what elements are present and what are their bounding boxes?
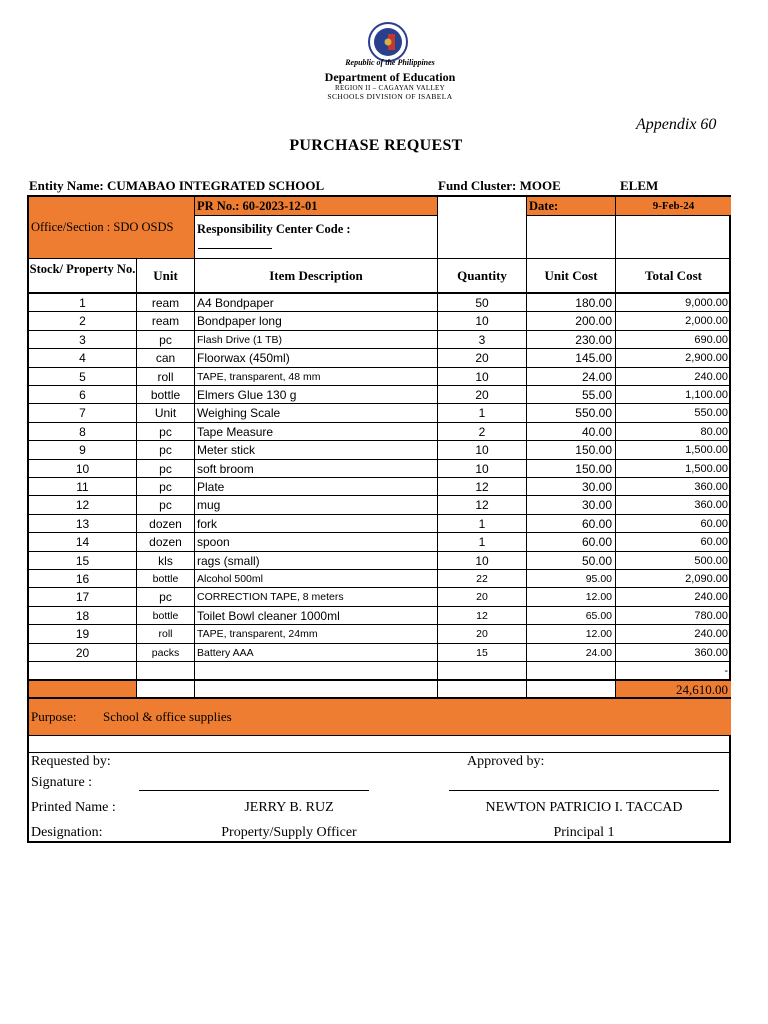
row-quantity: 20 xyxy=(438,625,527,643)
row-stock-no: 15 xyxy=(29,552,137,570)
approved-by-label: Approved by: xyxy=(467,754,545,769)
row-stock-no: 14 xyxy=(29,533,137,551)
row-unit-cost: 95.00 xyxy=(527,570,616,588)
fund-tag: ELEM xyxy=(620,178,659,193)
row-unit-cost: 12.00 xyxy=(527,625,616,643)
row-total-cost: 60.00 xyxy=(616,515,731,533)
row-description: Floorwax (450ml) xyxy=(195,349,438,367)
row-total-cost: 550.00 xyxy=(616,404,731,422)
blank-row-total: - xyxy=(616,662,731,680)
row-quantity: 15 xyxy=(438,644,527,662)
row-description: TAPE, transparent, 48 mm xyxy=(195,368,438,386)
row-unit: pc xyxy=(137,331,195,349)
row-unit: packs xyxy=(137,644,195,662)
row-unit: bottle xyxy=(137,570,195,588)
row-total-cost: 2,000.00 xyxy=(616,312,731,330)
row-unit: pc xyxy=(137,423,195,441)
row-unit: dozen xyxy=(137,533,195,551)
printed-name-label: Printed Name : xyxy=(31,800,116,815)
row-quantity: 10 xyxy=(438,441,527,459)
row-quantity: 3 xyxy=(438,331,527,349)
row-stock-no: 20 xyxy=(29,644,137,662)
row-total-cost: 1,100.00 xyxy=(616,386,731,404)
row-unit: pc xyxy=(137,441,195,459)
row-total-cost: 1,500.00 xyxy=(616,441,731,459)
row-description: A4 Bondpaper xyxy=(195,294,438,312)
column-unit: Unit xyxy=(137,259,195,294)
row-unit-cost: 180.00 xyxy=(527,294,616,312)
purpose-label: Purpose: xyxy=(31,709,77,724)
header-department: Department of Education xyxy=(324,70,456,84)
row-unit: bottle xyxy=(137,386,195,404)
row-unit: roll xyxy=(137,368,195,386)
row-unit-cost: 230.00 xyxy=(527,331,616,349)
blank-date-cell-1 xyxy=(527,216,616,259)
approver-name: NEWTON PATRICIO I. TACCAD xyxy=(485,800,683,815)
row-stock-no: 18 xyxy=(29,607,137,625)
row-description: Toilet Bowl cleaner 1000ml xyxy=(195,607,438,625)
row-description: rags (small) xyxy=(195,552,438,570)
row-description: soft broom xyxy=(195,460,438,478)
row-description: Flash Drive (1 TB) xyxy=(195,331,438,349)
appendix-label: Appendix 60 xyxy=(636,116,717,133)
row-stock-no: 11 xyxy=(29,478,137,496)
row-quantity: 10 xyxy=(438,460,527,478)
row-description: Weighing Scale xyxy=(195,404,438,422)
document-title: PURCHASE REQUEST xyxy=(289,137,463,154)
row-total-cost: 1,500.00 xyxy=(616,460,731,478)
row-unit: Unit xyxy=(137,404,195,422)
column-unit-cost: Unit Cost xyxy=(527,259,616,294)
row-stock-no: 5 xyxy=(29,368,137,386)
row-description: CORRECTION TAPE, 8 meters xyxy=(195,588,438,606)
row-quantity: 22 xyxy=(438,570,527,588)
row-stock-no: 1 xyxy=(29,294,137,312)
row-quantity: 10 xyxy=(438,368,527,386)
row-unit-cost: 550.00 xyxy=(527,404,616,422)
row-stock-no: 13 xyxy=(29,515,137,533)
row-unit: bottle xyxy=(137,607,195,625)
row-description: Elmers Glue 130 g xyxy=(195,386,438,404)
row-total-cost: 2,090.00 xyxy=(616,570,731,588)
row-total-cost: 60.00 xyxy=(616,533,731,551)
row-unit: pc xyxy=(137,588,195,606)
row-unit: kls xyxy=(137,552,195,570)
row-total-cost: 80.00 xyxy=(616,423,731,441)
office-section: Office/Section : SDO OSDS xyxy=(31,220,174,234)
row-unit-cost: 24.00 xyxy=(527,368,616,386)
requester-designation: Property/Supply Officer xyxy=(221,825,357,840)
row-quantity: 20 xyxy=(438,386,527,404)
grand-total: 24,610.00 xyxy=(616,680,731,698)
column-stock: Stock/ Property No. xyxy=(29,259,137,294)
row-stock-no: 3 xyxy=(29,331,137,349)
requested-by-label: Requested by: xyxy=(31,754,111,769)
row-unit-cost: 30.00 xyxy=(527,478,616,496)
row-unit: ream xyxy=(137,312,195,330)
row-unit-cost: 12.00 xyxy=(527,588,616,606)
row-quantity: 10 xyxy=(438,552,527,570)
row-total-cost: 360.00 xyxy=(616,478,731,496)
row-unit-cost: 55.00 xyxy=(527,386,616,404)
date-label: Date: xyxy=(527,197,616,216)
row-unit-cost: 50.00 xyxy=(527,552,616,570)
row-unit-cost: 200.00 xyxy=(527,312,616,330)
signature-label: Signature : xyxy=(31,775,93,790)
row-total-cost: 240.00 xyxy=(616,625,731,643)
row-unit: pc xyxy=(137,478,195,496)
approver-signature-line xyxy=(449,790,719,791)
row-quantity: 50 xyxy=(438,294,527,312)
row-stock-no: 4 xyxy=(29,349,137,367)
purchase-request-table xyxy=(27,195,731,843)
header-republic: Republic of the Philippines xyxy=(345,58,435,67)
row-description: mug xyxy=(195,496,438,514)
row-unit-cost: 150.00 xyxy=(527,441,616,459)
row-total-cost: 360.00 xyxy=(616,496,731,514)
header-division: SCHOOLS DIVISION OF ISABELA xyxy=(327,92,453,101)
row-quantity: 12 xyxy=(438,607,527,625)
row-unit-cost: 40.00 xyxy=(527,423,616,441)
row-unit: dozen xyxy=(137,515,195,533)
deped-seal-icon xyxy=(368,22,408,62)
row-stock-no: 12 xyxy=(29,496,137,514)
row-unit: pc xyxy=(137,460,195,478)
row-unit-cost: 24.00 xyxy=(527,644,616,662)
responsibility-center-cell xyxy=(195,216,438,259)
purpose-row xyxy=(29,698,731,736)
fund-cluster: Fund Cluster: MOOE xyxy=(438,178,561,193)
pr-number: PR No.: 60-2023-12-01 xyxy=(195,197,438,216)
designation-label: Designation: xyxy=(31,825,103,840)
date-value: 9-Feb-24 xyxy=(616,197,731,216)
requester-signature-line xyxy=(139,790,369,791)
row-description: spoon xyxy=(195,533,438,551)
row-unit: pc xyxy=(137,496,195,514)
row-description: Tape Measure xyxy=(195,423,438,441)
row-unit-cost: 60.00 xyxy=(527,515,616,533)
row-stock-no: 9 xyxy=(29,441,137,459)
row-total-cost: 240.00 xyxy=(616,368,731,386)
row-unit-cost: 30.00 xyxy=(527,496,616,514)
row-unit-cost: 145.00 xyxy=(527,349,616,367)
row-stock-no: 17 xyxy=(29,588,137,606)
spacer-row xyxy=(29,736,731,753)
row-description: Bondpaper long xyxy=(195,312,438,330)
header-region: REGION II – CAGAYAN VALLEY xyxy=(335,84,445,92)
row-quantity: 12 xyxy=(438,496,527,514)
row-total-cost: 2,900.00 xyxy=(616,349,731,367)
responsibility-center: Responsibility Center Code : xyxy=(197,222,351,236)
row-total-cost: 500.00 xyxy=(616,552,731,570)
purpose-value: School & office supplies xyxy=(103,709,232,724)
column-description: Item Description xyxy=(195,259,438,294)
blank-date-cell-2 xyxy=(616,216,731,259)
row-description: Battery AAA xyxy=(195,644,438,662)
row-unit: roll xyxy=(137,625,195,643)
row-quantity: 1 xyxy=(438,404,527,422)
row-total-cost: 9,000.00 xyxy=(616,294,731,312)
row-total-cost: 690.00 xyxy=(616,331,731,349)
row-description: Meter stick xyxy=(195,441,438,459)
row-stock-no: 16 xyxy=(29,570,137,588)
row-unit-cost: 150.00 xyxy=(527,460,616,478)
row-description: Alcohol 500ml xyxy=(195,570,438,588)
row-stock-no: 10 xyxy=(29,460,137,478)
requester-name: JERRY B. RUZ xyxy=(244,800,334,815)
blank-info-cell xyxy=(438,197,527,259)
row-quantity: 2 xyxy=(438,423,527,441)
row-total-cost: 360.00 xyxy=(616,644,731,662)
row-description: fork xyxy=(195,515,438,533)
row-unit-cost: 60.00 xyxy=(527,533,616,551)
column-quantity: Quantity xyxy=(438,259,527,294)
row-total-cost: 240.00 xyxy=(616,588,731,606)
row-stock-no: 2 xyxy=(29,312,137,330)
row-description: TAPE, transparent, 24mm xyxy=(195,625,438,643)
row-total-cost: 780.00 xyxy=(616,607,731,625)
row-quantity: 20 xyxy=(438,588,527,606)
row-quantity: 10 xyxy=(438,312,527,330)
row-unit: can xyxy=(137,349,195,367)
row-stock-no: 8 xyxy=(29,423,137,441)
row-stock-no: 19 xyxy=(29,625,137,643)
row-description: Plate xyxy=(195,478,438,496)
entity-name: Entity Name: CUMABAO INTEGRATED SCHOOL xyxy=(29,178,325,193)
office-cell xyxy=(29,197,195,259)
approver-designation: Principal 1 xyxy=(553,825,615,840)
row-unit: ream xyxy=(137,294,195,312)
row-stock-no: 7 xyxy=(29,404,137,422)
row-quantity: 1 xyxy=(438,515,527,533)
row-quantity: 20 xyxy=(438,349,527,367)
row-quantity: 12 xyxy=(438,478,527,496)
row-unit-cost: 65.00 xyxy=(527,607,616,625)
row-stock-no: 6 xyxy=(29,386,137,404)
column-total-cost: Total Cost xyxy=(616,259,731,294)
row-quantity: 1 xyxy=(438,533,527,551)
